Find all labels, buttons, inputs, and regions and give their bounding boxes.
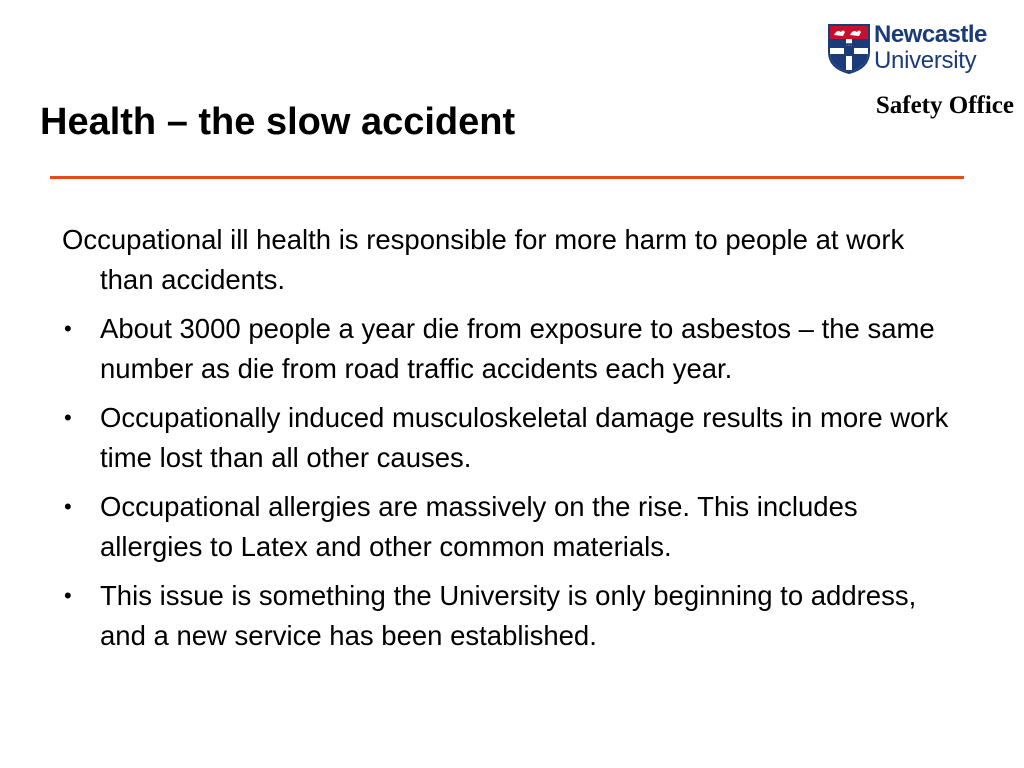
bullet-icon: • <box>64 316 72 341</box>
bullet-text: This issue is something the University is only beginning to address, and a new service has been established. <box>100 580 917 651</box>
bullet-icon: • <box>64 405 72 430</box>
office-label: Safety Office <box>875 92 1014 119</box>
slide-title: Health – the slow accident <box>40 101 516 143</box>
slide-body <box>62 220 962 665</box>
bullet-icon: • <box>64 494 72 519</box>
title-divider <box>50 176 964 179</box>
bullet-text: Occupationally induced musculoskeletal damage results in more work time lost than all other causes. <box>100 402 949 473</box>
logo-subname: University <box>874 47 977 74</box>
bullet-icon: • <box>64 583 72 608</box>
bullet-item <box>62 487 962 567</box>
bullet-item <box>62 309 962 389</box>
logo-wordmark <box>874 22 1014 73</box>
intro-paragraph: Occupational ill health is responsible for more harm to people at work than accidents. <box>62 224 905 295</box>
bullet-text: About 3000 people a year die from exposure to asbestos – the same number as die from road traffic accidents each year. <box>100 313 935 384</box>
bullet-item <box>62 398 962 478</box>
crest-icon <box>828 24 870 74</box>
university-logo <box>828 22 1014 78</box>
bullet-item <box>62 576 962 656</box>
logo-name: Newcastle <box>874 21 987 48</box>
bullet-list <box>62 309 962 656</box>
bullet-text: Occupational allergies are massively on the rise. This includes allergies to Latex and other common materials. <box>100 491 858 562</box>
